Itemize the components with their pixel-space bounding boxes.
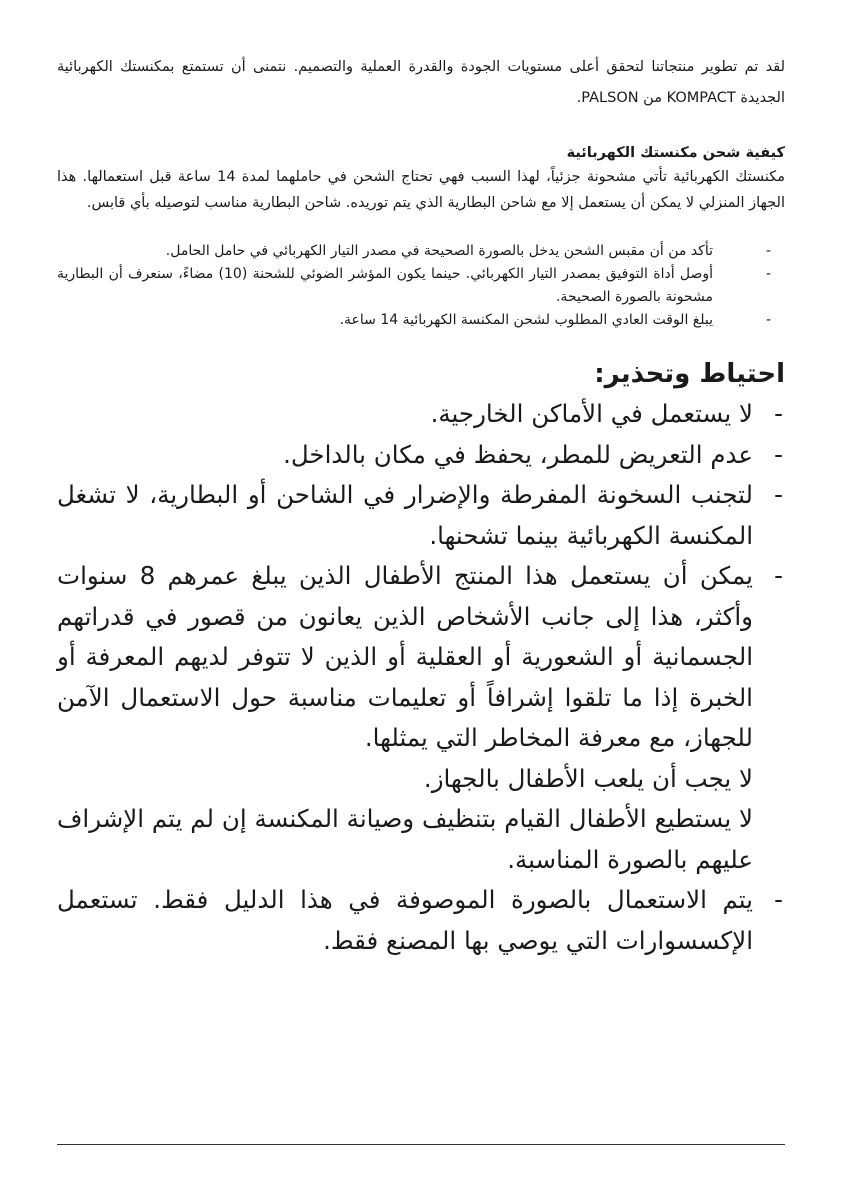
charging-step-text: يبلغ الوقت العادي المطلوب لشحن المكنسة الكهربائية 14 ساعة. [339, 312, 713, 328]
bullet-dash: - [774, 399, 783, 428]
warnings-heading: احتياط وتحذير: [594, 359, 785, 389]
intro-paragraph: لقد تم تطوير منتجاتنا لتحقق أعلى مستويات الجودة والقدرة العملية والتصميم. نتمنى أن تستمتع بمكنستك الكهربائية الجديدة KOMPACT من PALSON. [57, 59, 785, 106]
bullet-dash: - [765, 312, 771, 328]
charging-step-text: تأكد من أن مقبس الشحن يدخل بالصورة الصحيحة في مصدر التيار الكهربائي في حامل الحامل. [165, 243, 713, 259]
charging-steps-list [57, 240, 785, 332]
warning-text: لا يستطيع الأطفال القيام بتنظيف وصيانة المكنسة إن لم يتم الإشراف عليهم بالصورة المناسبة. [57, 804, 753, 874]
warning-text: لا يستعمل في الأماكن الخارجية. [430, 399, 753, 428]
manual-page [57, 52, 785, 961]
bullet-dash: - [774, 885, 783, 914]
charging-step [57, 240, 771, 263]
warnings-list [57, 394, 785, 961]
bullet-dash: - [774, 480, 783, 509]
bullet-dash: - [774, 561, 783, 590]
charging-step-text: أوصل أداة التوفيق بمصدر التيار الكهربائي. حينما يكون المؤشر الضوئي للشحنة (10) مضاءً، سنعرف أن البطارية مشحونة بالصورة الصحيحة. [57, 266, 714, 305]
warning-text: يتم الاستعمال بالصورة الموصوفة في هذا الدليل فقط. تستعمل الإكسسوارات التي يوصي بها المصنع فقط. [57, 885, 753, 955]
warning-item [57, 435, 785, 476]
warning-item [57, 475, 785, 556]
charging-step [57, 263, 771, 309]
warning-item [57, 394, 785, 435]
bullet-dash: - [765, 243, 771, 259]
bullet-dash: - [774, 439, 783, 469]
warning-item [57, 880, 785, 961]
charging-heading: كيفية شحن مكنستك الكهربائية [566, 145, 785, 161]
warning-text: لتجنب السخونة المفرطة والإضرار في الشاحن أو البطارية، لا تشغل المكنسة الكهربائية بينما تشحنها. [57, 480, 753, 550]
warning-text: لا يجب أن يلعب الأطفال بالجهاز. [423, 763, 753, 793]
warning-text: عدم التعريض للمطر، يحفظ في مكان بالداخل. [283, 439, 753, 469]
warning-text: يمكن أن يستعمل هذا المنتج الأطفال الذين يبلغ عمرهم 8 سنوات وأكثر، هذا إلى جانب الأشخاص الذين يعانون من قصور في قدراتهم الجسمانية أو الشعورية أو العقلية أو الذين لا تتوفر لديهم المعرفة أو الخبرة إذا ما تلقوا إشرافاً أو تعليمات مناسبة حول الاستعمال الآمن للجهاز، مع معرفة المخاطر التي يمثلها. [57, 561, 753, 752]
warning-item [57, 556, 785, 880]
footer-divider [57, 1144, 785, 1145]
charging-paragraph: مكنستك الكهربائية تأتي مشحونة جزئياً، لهذا السبب فهي تحتاج الشحن في حاملهما لمدة 14 ساعة قبل استعمالها. هذا الجهاز المنزلي لا يمكن أن يستعمل إلا مع شاحن البطارية الذي يتم توريده. شاحن البطارية مناسب لتوصيله بأي قابس. [57, 169, 786, 211]
bullet-dash: - [765, 266, 771, 282]
charging-step [57, 309, 771, 332]
